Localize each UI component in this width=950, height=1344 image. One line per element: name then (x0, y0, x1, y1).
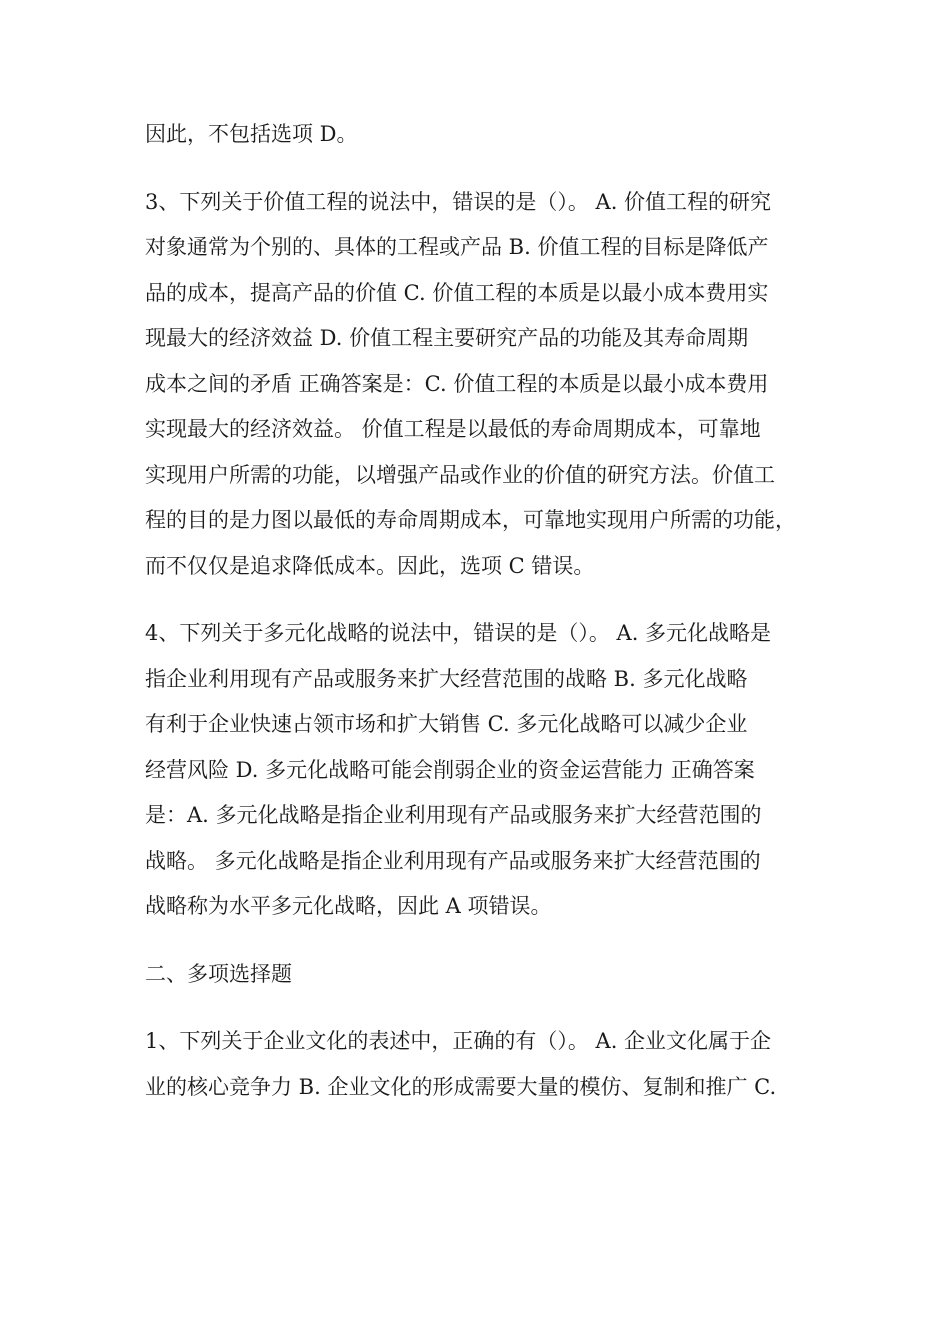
text-line: 程的目的是力图以最低的寿命周期成本，可靠地实现用户所需的功能， (145, 508, 796, 532)
text-line: 现最大的经济效益 D. 价值工程主要研究产品的功能及其寿命周期 (145, 326, 749, 350)
text-line: 对象通常为个别的、具体的工程或产品 B. 价值工程的目标是降低产 (145, 235, 769, 259)
text-line: 有利于企业快速占领市场和扩大销售 C. 多元化战略可以减少企业 (145, 712, 748, 736)
text-line: 4、下列关于多元化战略的说法中，错误的是（）。 A. 多元化战略是 (145, 621, 772, 645)
text-line: 成本之间的矛盾 正确答案是：C. 价值工程的本质是以最小成本费用 (145, 371, 769, 396)
question-4-diversification (145, 611, 825, 930)
text-line: 指企业利用现有产品或服务来扩大经营范围的战略 B. 多元化战略 (145, 666, 748, 691)
text-line: 业的核心竞争力 B. 企业文化的形成需要大量的模仿、复制和推广 C. (145, 1074, 777, 1099)
question-3-value-engineering (145, 180, 825, 590)
text-line: 因此，不包括选项 D。 (145, 122, 358, 146)
text-line: 1、下列关于企业文化的表述中，正确的有（）。 A. 企业文化属于企 (145, 1029, 772, 1053)
paragraph-conclusion-d (145, 112, 825, 158)
text-line: 实现用户所需的功能，以增强产品或作业的价值的研究方法。价值工 (145, 462, 775, 487)
text-line: 是：A. 多元化战略是指企业利用现有产品或服务来扩大经营范围的 (145, 803, 762, 827)
text-line: 3、下列关于价值工程的说法中，错误的是（）。 A. 价值工程的研究 (145, 189, 772, 214)
text-line: 实现最大的经济效益。 价值工程是以最低的寿命周期成本，可靠地 (145, 417, 761, 441)
text-line: 而不仅仅是追求降低成本。因此，选项 C 错误。 (145, 553, 595, 578)
text-line: 战略称为水平多元化战略，因此 A 项错误。 (145, 894, 552, 918)
section-heading-text: 二、多项选择题 (145, 961, 292, 986)
text-line: 战略。 多元化战略是指企业利用现有产品或服务来扩大经营范围的 (145, 848, 761, 873)
text-line: 品的成本，提高产品的价值 C. 价值工程的本质是以最小成本费用实 (145, 280, 769, 305)
question-1-corporate-culture (145, 1019, 825, 1110)
text-line: 经营风险 D. 多元化战略可能会削弱企业的资金运营能力 正确答案 (145, 757, 755, 782)
document-body (145, 112, 825, 1132)
section-heading-multiple-choice (145, 952, 825, 998)
